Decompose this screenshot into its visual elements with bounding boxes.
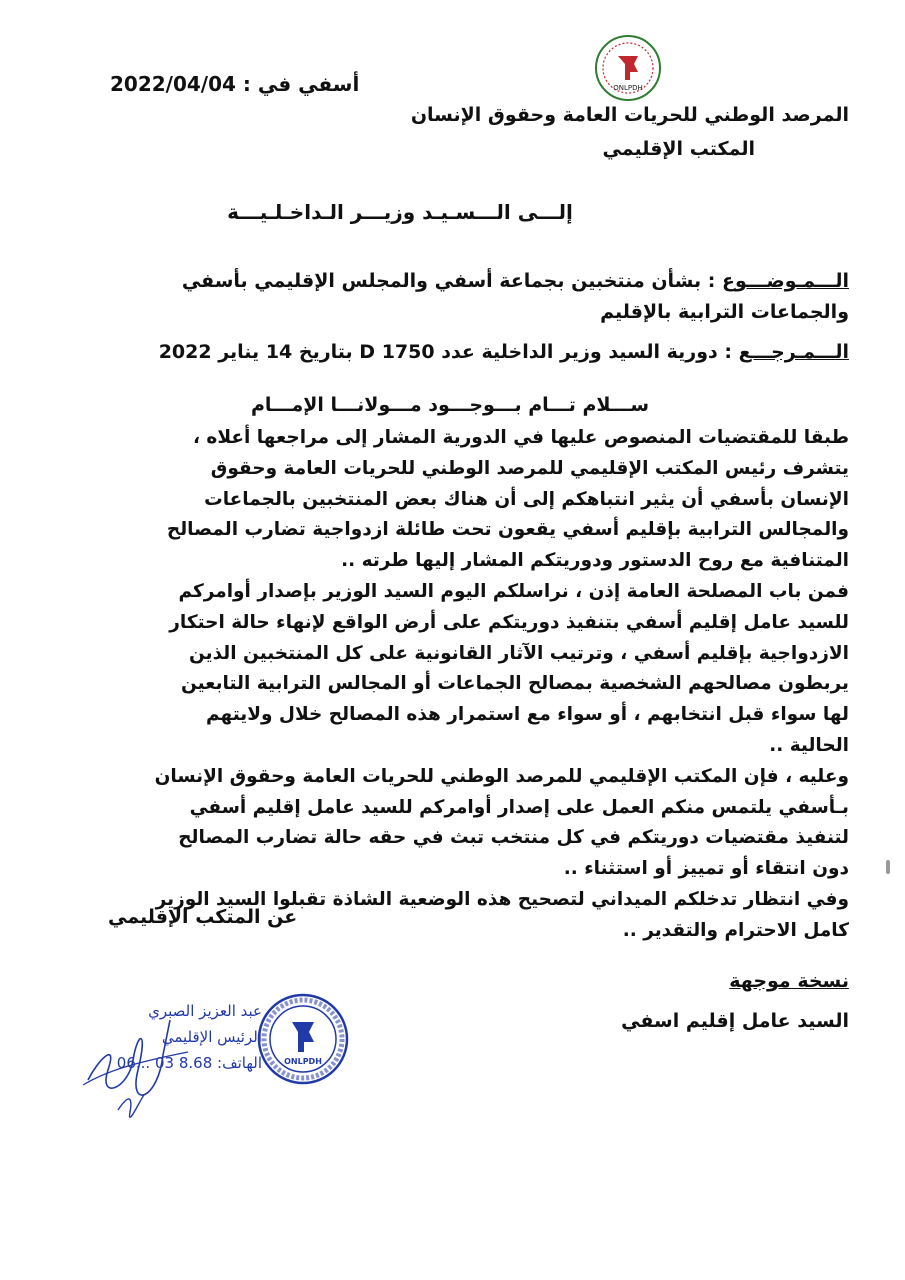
svg-text:ONLPDH: ONLPDH <box>613 84 643 92</box>
reference-label: الـــمـرجـــع <box>738 341 849 363</box>
regional-office: المكتب الإقليمي <box>602 138 755 160</box>
copy-title: نسخة موجهة <box>729 970 849 992</box>
stamp-role: الرئيس الإقليمي <box>161 1028 262 1046</box>
scan-mark <box>886 860 890 874</box>
organization-name: المرصد الوطني للحريات العامة وحقوق الإنسان <box>410 104 849 126</box>
handwritten-signature <box>78 1000 228 1120</box>
stamp-phone: الهاتف: 8.68 03 ...06 <box>116 1054 262 1072</box>
subject-text: : بشأن منتخبين بجماعة أسفي والمجلس الإقليمي بأسفي والجماعات الترابية بالإقليم <box>181 270 849 323</box>
stamp-name: عبد العزيز الصبري <box>148 1002 262 1020</box>
body-paragraph: وفي انتظار تدخلكم الميداني لتصحيح هذه الوضعية الشاذة تقبلوا السيد الوزير كامل الاحترام والتقدير .. <box>155 888 849 941</box>
greeting: ســـلام تـــام بـــوجـــود مـــولانـــا الإمـــام <box>250 394 650 416</box>
official-stamp <box>256 992 350 1086</box>
signoff: عن المتكب الإقليمي <box>108 906 298 928</box>
date-line: أسفي في : 2022/04/04 <box>110 72 360 96</box>
subject-label: الـــمـوضـــوع <box>721 270 849 292</box>
copy-recipient: السيد عامل إقليم اسفي <box>621 1010 849 1032</box>
subject-line <box>159 266 849 328</box>
organization-logo <box>594 34 662 102</box>
body-paragraph: وعليه ، فإن المكتب الإقليمي للمرصد الوطني للحريات العامة وحقوق الإنسان بـأسفي يلتمس منكم العمل على إصدار أوامركم للسيد عامل إقليم أسفي لتنفيذ مقتضيات دوريتكم في كل منتخب تبث في حقه حالة تضارب المصالح دون انتقاء أو تمييز أو استثناء .. <box>154 765 849 880</box>
body-paragraph: طبقا للمقتضيات المنصوص عليها في الدورية المشار إلى مراجعها أعلاه ، يتشرف رئيس المكتب الإقليمي للمرصد الوطني للحريات العامة وحقوق الإنسان بأسفي أن يثير انتباهكم إلى أن هناك بعض المنتخبين بالجماعات والمجالس الترابية بإقليم أسفي يقعون تحت طائلة ازدواجية تضارب المصالح المتنافية مع روح الدستور ودوريتكم المشار إليها طرته .. <box>166 427 849 572</box>
addressee: إلـــى الـــسـيـد وزيـــر الـداخـلـيـــة <box>227 200 573 224</box>
letter-body <box>149 423 849 947</box>
reference-text: : دورية السيد وزير الداخلية عدد 1750 D بتاريخ 14 يناير 2022 <box>158 341 733 363</box>
svg-text:ONLPDH: ONLPDH <box>284 1057 322 1066</box>
reference-line <box>129 341 849 363</box>
body-paragraph: فمن باب المصلحة العامة إذن ، نراسلكم اليوم السيد الوزير بإصدار أوامركم للسيد عامل إقليم أسفي بتنفيذ دوريتكم على أرض الواقع لإنهاء حالة احتكار الازدواجية بإقليم أسفي ، وترتيب الآثار القانونية على كل المنتخبين الذين يربطون مصالحهم الشخصية بمصالح الجماعات أو المجالس الترابية التابعين لها سواء قبل انتخابهم ، أو سواء مع استمرار هذه المصالح خلال ولايتهم الحالية .. <box>169 580 849 756</box>
